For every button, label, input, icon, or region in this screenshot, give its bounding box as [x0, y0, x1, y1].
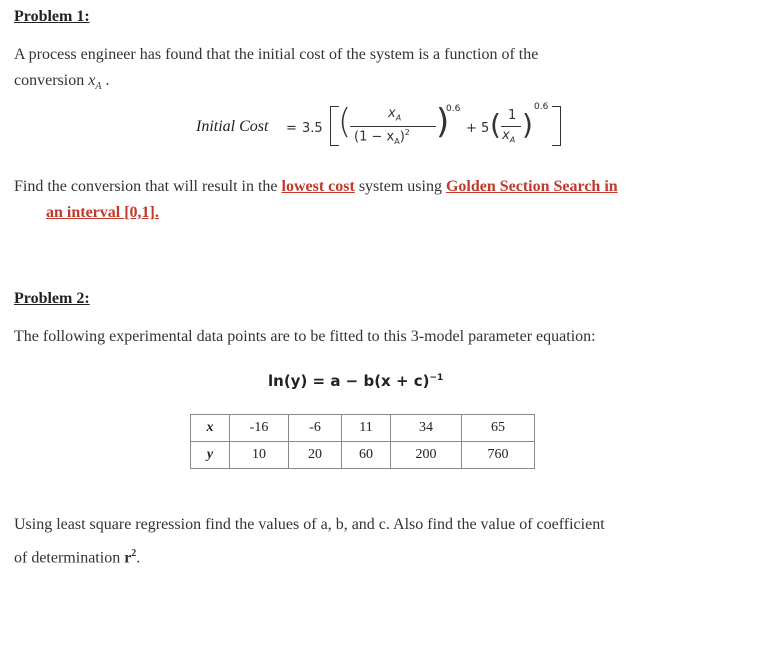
- initial-cost-equation: [196, 100, 576, 160]
- exp2: 0.6: [534, 102, 549, 112]
- x-cell: 11: [342, 415, 391, 442]
- exp1: 0.6: [446, 104, 461, 114]
- frac1-numerator: $x_A$: [388, 106, 402, 123]
- problem1-task-line1: Find the conversion that will result in the lowest cost system using Golden Section Search in: [14, 178, 618, 195]
- y-cell: 200: [391, 442, 462, 469]
- problem2-task-line2: of determination $r^2$.: [14, 548, 141, 567]
- problem2-task-line1: Using least square regression find the values of a, b, and c. Also find the value of coefficient: [14, 516, 605, 533]
- problem1-intro-line1: A process engineer has found that the initial cost of the system is a function of the: [14, 46, 539, 63]
- equation-equals: =: [286, 121, 297, 136]
- frac2-bar: [501, 126, 521, 127]
- frac2-numerator: 1: [508, 108, 517, 123]
- frac1-denominator: $(1 - x_A)^2$: [354, 128, 410, 146]
- y-cell: 60: [342, 442, 391, 469]
- y-cell: 10: [230, 442, 289, 469]
- lowest-cost-text: lowest cost: [281, 178, 355, 195]
- equation-coef1: 3.5: [302, 121, 323, 136]
- table-row-x: [191, 415, 535, 442]
- x-cell: 34: [391, 415, 462, 442]
- frac2-right-paren: ): [522, 108, 533, 141]
- x-cell: 65: [462, 415, 535, 442]
- problem1-heading: Problem 1:: [14, 8, 90, 25]
- left-paren: (: [338, 102, 352, 142]
- x-cell: -6: [289, 415, 342, 442]
- frac2-left-paren: (: [490, 108, 501, 141]
- plus-five: + 5: [466, 121, 490, 136]
- x-label-cell: x: [191, 415, 230, 442]
- equation-lhs: Initial Cost: [196, 118, 269, 135]
- problem2-intro: The following experimental data points are to be fitted to this 3-model parameter equation:: [14, 328, 596, 345]
- y-cell: 20: [289, 442, 342, 469]
- interval-text: an interval [0,1]: [46, 204, 155, 221]
- problem1-intro-line2: conversion $x_A$ .: [14, 72, 110, 93]
- data-table: [190, 414, 535, 469]
- right-paren: ): [436, 102, 450, 142]
- frac1-bar: [350, 126, 436, 127]
- x-cell: -16: [230, 415, 289, 442]
- right-bracket: [552, 106, 561, 146]
- golden-section-text: Golden Section Search in: [445, 178, 618, 195]
- y-cell: 760: [462, 442, 535, 469]
- y-label-cell: y: [191, 442, 230, 469]
- problem1-task-line2: an interval [0,1].: [46, 204, 159, 221]
- frac2-denominator: $x_A$: [502, 128, 516, 145]
- problem2-heading: Problem 2:: [14, 290, 90, 307]
- table-row-y: [191, 442, 535, 469]
- problem2-equation: $\ln(y) = a - b(x + c)^{-1}$: [268, 372, 444, 390]
